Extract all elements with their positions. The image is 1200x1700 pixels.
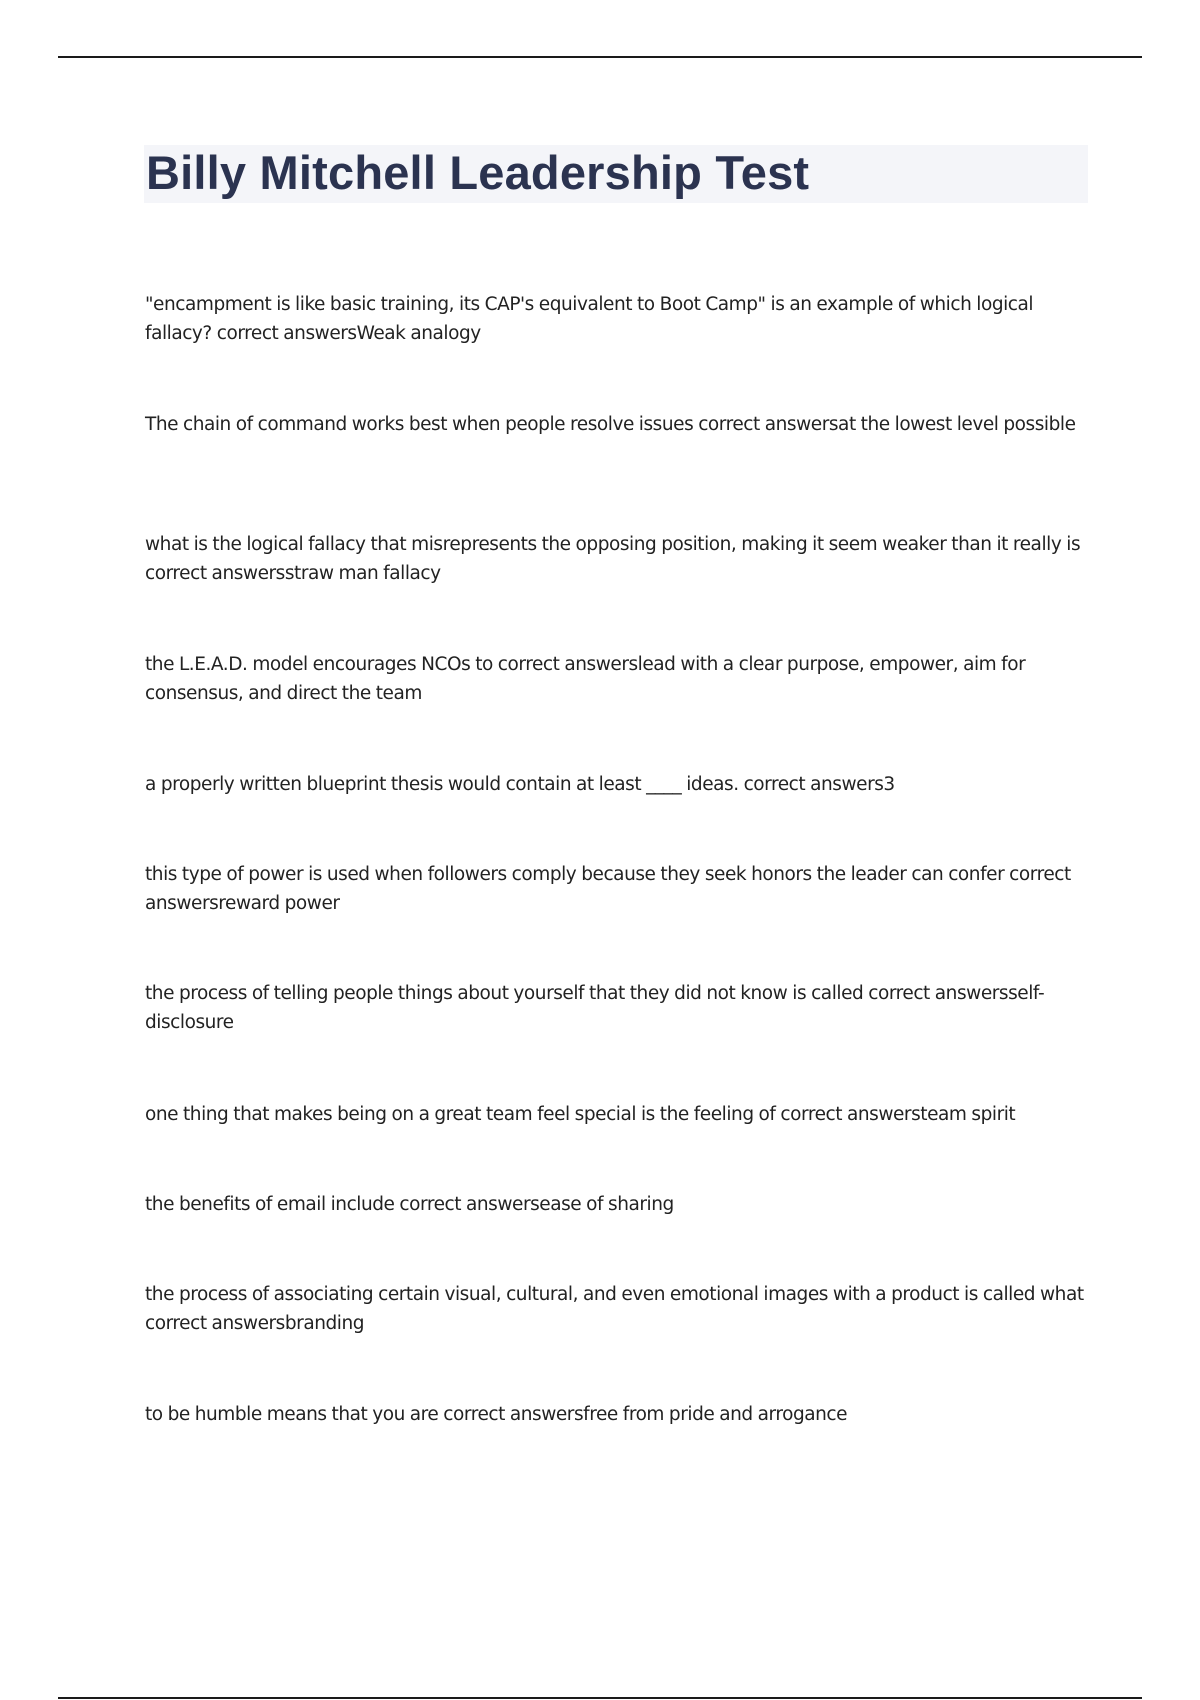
- qa-item: to be humble means that you are correct answersfree from pride and arrogance: [145, 1404, 848, 1425]
- qa-item: this type of power is used when followers comply because they seek honors the leader can confer correct answersreward power: [145, 864, 1071, 914]
- document-title: Billy Mitchell Leadership Test: [146, 146, 810, 199]
- qa-item: The chain of command works best when people resolve issues correct answersat the lowest level possible: [145, 414, 1076, 435]
- qa-item: the benefits of email include correct answersease of sharing: [145, 1194, 674, 1215]
- qa-item: the process of associating certain visual, cultural, and even emotional images with a product is called what correct answersbranding: [145, 1284, 1084, 1334]
- header-rule: [58, 56, 1142, 58]
- qa-item: the process of telling people things about yourself that they did not know is called correct answersself-disclosure: [145, 983, 1045, 1033]
- qa-item: "encampment is like basic training, its CAP's equivalent to Boot Camp" is an example of which logical fallacy? correct answersWeak analogy: [145, 294, 1034, 344]
- footer-rule: [58, 1697, 1142, 1699]
- qa-item: one thing that makes being on a great team feel special is the feeling of correct answersteam spirit: [145, 1104, 1016, 1125]
- qa-item: the L.E.A.D. model encourages NCOs to correct answerslead with a clear purpose, empower, aim for consensus, and direct the team: [145, 654, 1026, 704]
- qa-item: a properly written blueprint thesis would contain at least ____ ideas. correct answers3: [145, 774, 895, 795]
- qa-item: what is the logical fallacy that misrepresents the opposing position, making it seem weaker than it really is correct answersstraw man fallacy: [145, 534, 1081, 584]
